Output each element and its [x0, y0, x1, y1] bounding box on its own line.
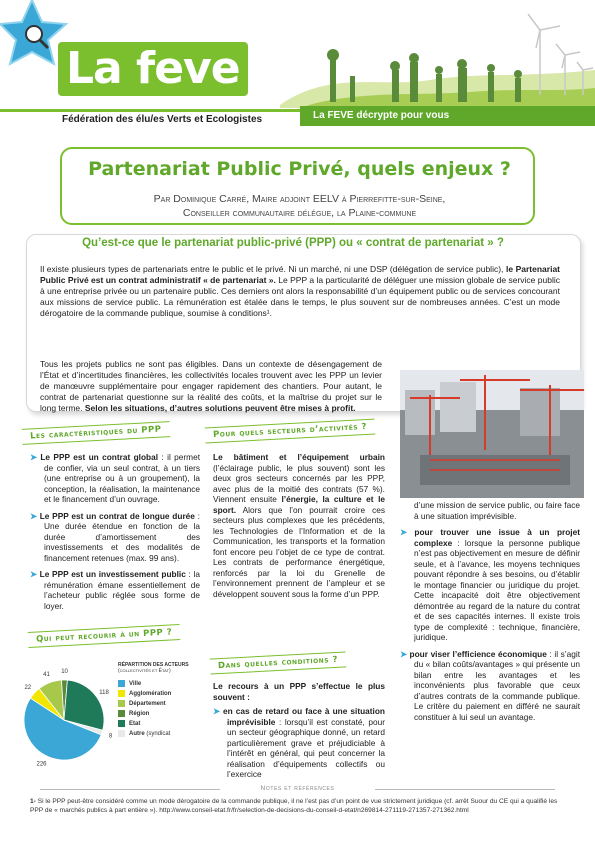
- text-bold: Le PPP est un contrat de longue durée: [39, 510, 195, 521]
- intro-question: Qu’est-ce que le partenariat public-privé (PPP) ou « contrat de partenariat » ?: [82, 237, 504, 249]
- text-bold: l’énergie, la culture et le sport.: [213, 494, 385, 515]
- legend-subtitle: (collectivités et État): [118, 668, 171, 674]
- intro-paragraph-2: [40, 359, 382, 414]
- text: : il permet de confier, via un seul contrat, à un tiers (une entreprise ou à un groupement), la conception, la réalisation, la maintenance et le financement d’un ouvrage.: [44, 452, 200, 504]
- arrow-icon: ➤: [30, 452, 41, 462]
- arrow-icon: ➤: [400, 527, 415, 537]
- text-bold: Le bâtiment et l’équipement urbain: [213, 452, 385, 462]
- text: Le PPP a la particularité de déléguer une mission globale de service public à une entreprise privée ou un partenaire public. Ces derniers ont alors la responsabilité d’un équipement public ou de services concourant aux missions de service public. La rémunération est étalée dans le temps, le plus souvent sur de nombreuses années. C’est un mode dérogatoire de la commande publique, soumise à conditions¹.: [40, 275, 560, 318]
- legend-item: [118, 730, 198, 737]
- column-secteurs: [213, 452, 385, 599]
- legend-item: [118, 680, 198, 687]
- list-item: [30, 569, 200, 611]
- text-bold: Selon les situations, d’autres solutions peuvent être mises à profit.: [84, 403, 356, 413]
- legend-swatch: [118, 680, 125, 687]
- arrow-icon: ➤: [213, 706, 224, 716]
- text-bold: en cas de retard ou face à une situation imprévisible: [223, 706, 385, 727]
- pie-label-agglomération: 22: [24, 684, 32, 691]
- column-conditions: [213, 681, 385, 786]
- text: : il s’agit du « bilan coûts/avantages » qui présente un bilan entre les avantages et les inconvénients plus favorable que ceux d’autres contrats de la commande publique. Le critère du paiement en différé ne saurait constituer à lui seul un avantage.: [414, 648, 580, 722]
- list-item: [30, 511, 200, 564]
- footnote: [30, 797, 570, 815]
- pie-label-région: 10: [61, 669, 68, 676]
- legend-item: [118, 690, 198, 697]
- text: : Une durée étendue en fonction de la durée d’amortissement des investissements et des modalités de financement retenues (max. 99 ans).: [44, 510, 200, 563]
- text: : lorsque la personne publique n’est pas objectivement en mesure de définir seule, et à l’avance, les moyens techniques pouvant répondre à ses besoins, ou d’établir le montage financier ou juridique du projet. Cette incapacité doit être objectivement démontrée au regard de la nature du contrat et de ses capacités internes. Il existe trois type de complexité : technique, financière, juridique.: [414, 537, 580, 642]
- conditions-intro: [213, 681, 385, 702]
- legend-item: [118, 710, 198, 717]
- pie-chart: [14, 648, 114, 778]
- legend-label: Région: [129, 711, 150, 718]
- section-conditions: Dans quelles conditions ?: [210, 651, 347, 674]
- pie-label-autre: 8: [108, 733, 113, 740]
- text: Il existe plusieurs types de partenariats entre le public et le privé. Ni un marché, ni une DSP (délégation de service public),: [40, 264, 506, 274]
- arrow-icon: ➤: [30, 510, 40, 521]
- list-item: [213, 706, 385, 780]
- notes-divider-right: [375, 789, 555, 790]
- text: : lorsqu’il est constaté, pour un secteur géographique donné, un retard particulièrement grave et préjudiciable à l’intérêt en général, qui peut concerner la réalisation d’équipements collectifs ou l’exercice: [227, 716, 385, 779]
- text: Alors que l’on pourrait croire ces secteurs plus complexes que les précédents, les Technologies de l’Information et de la Communication, les transports et la formation font encore peu l’objet de ce type de contrat. Les contrats de performance énergétique, renforcés par la loi du Grenelle de l’environnement prennent de l’ampleur et se développent souvent sous la forme d’un PPP.: [213, 504, 385, 599]
- legend-swatch: [118, 730, 125, 737]
- section-secteurs: Pour quels secteurs d’activités ?: [205, 419, 376, 444]
- legend-items: [118, 680, 198, 737]
- text: : la rémunération émane essentiellement de l’acheteur public réglée sous forme de loyer.: [44, 569, 200, 611]
- logo: La feve: [58, 42, 248, 96]
- text-bold: Le recours à un PPP s’effectue le plus souvent :: [213, 681, 385, 702]
- legend-label: Agglomération: [129, 691, 172, 698]
- text-bold: Le PPP est un investissement public: [39, 569, 186, 579]
- legend-label: Autre: [129, 731, 145, 738]
- legend-label: Département: [129, 701, 166, 708]
- legend-label: Ville: [129, 681, 142, 688]
- text-bold: pour viser l’efficience économique: [409, 648, 547, 659]
- footnote-number: 1-: [30, 798, 36, 805]
- list-item: [30, 452, 200, 505]
- text: d’une mission de service public, ou faire face à une situation imprévisible.: [414, 500, 580, 521]
- legend-label: Etat: [129, 721, 141, 728]
- page-header: [0, 0, 595, 128]
- legend-item: [118, 720, 198, 727]
- text-bold: le Partenariat Public Privé est un contrat administratif « de partenariat ».: [40, 264, 560, 285]
- legend-title: RÉPARTITION DES ACTEURS: [118, 662, 189, 668]
- title-box: [60, 147, 535, 225]
- byline-role: Conseiller communautaire délégue, la Plaine-commune: [182, 207, 417, 219]
- construction-photo: [400, 370, 584, 498]
- text: Tous les projets publics ne sont pas éligibles. Dans un contexte de désengagement de l’État et d’incertitudes financières, les collectivités locales trouvent avec les PPP un levier de manœuvre supplémentaire pour engager rapidement des chantiers. Pour autant, le contrat de partenariat questionne sur la réalité des coûts, et la maîtrise du projet sur le long terme.: [40, 359, 382, 413]
- column-caracteristiques: [30, 452, 200, 617]
- footnote-text: Si le PPP peut-être considéré comme un mode dérogatoire de la commande publique, il ne l’est pas d’un point de vue strictement juridique (cf. arrêt Suour du CE qui a qualifié les PPP de « marchés publics à part entière »). http://www.conseil-etat.fr/fr/selection-de-decisions-du-conseil-d-etat/n269814-271119-271357-271362.html: [30, 798, 558, 814]
- pie-legend: [118, 662, 198, 740]
- list-item: [400, 527, 580, 643]
- page-title: Partenariat Public Privé, quels enjeux ?: [88, 158, 511, 180]
- legend-swatch: [118, 700, 125, 707]
- section-recourir: Qui peut recourir à un PPP ?: [28, 624, 181, 648]
- section-caracteristiques: Les caractéristiques du PPP: [22, 421, 170, 445]
- column-3: [400, 500, 580, 728]
- text: (l’éclairage public, le plus souvent) sont les deux gros secteurs concernés par les PPP, avec plus de la moitié des contrats (57 %). Viennent ensuite: [213, 462, 385, 504]
- legend-swatch: [118, 720, 125, 727]
- text-bold: pour trouver une issue à un projet complexe: [414, 527, 580, 548]
- federation-name: Fédération des élu/es Verts et Ecologistes: [62, 114, 263, 125]
- intro-paragraph-1: [40, 264, 560, 319]
- legend-swatch: [118, 710, 125, 717]
- pie-label-ville: 226: [36, 761, 47, 768]
- legend-extra: (syndicat: [144, 731, 171, 738]
- pie-label-département: 41: [43, 672, 50, 679]
- pie-label-état: 118: [99, 689, 109, 696]
- legend-swatch: [118, 690, 125, 697]
- arrow-icon: ➤: [30, 569, 40, 579]
- tagline: La FEVE décrypte pour vous: [313, 110, 450, 121]
- arrow-icon: ➤: [400, 648, 410, 659]
- list-item: [400, 649, 580, 723]
- text-bold: Le PPP est un contrat global: [40, 452, 159, 462]
- byline-author: Par Dominique Carré, Maire adjoint EELV à Pierrefitte-sur-Seine,: [153, 193, 446, 205]
- notes-label: Notes et références: [260, 785, 335, 792]
- legend-item: [118, 700, 198, 707]
